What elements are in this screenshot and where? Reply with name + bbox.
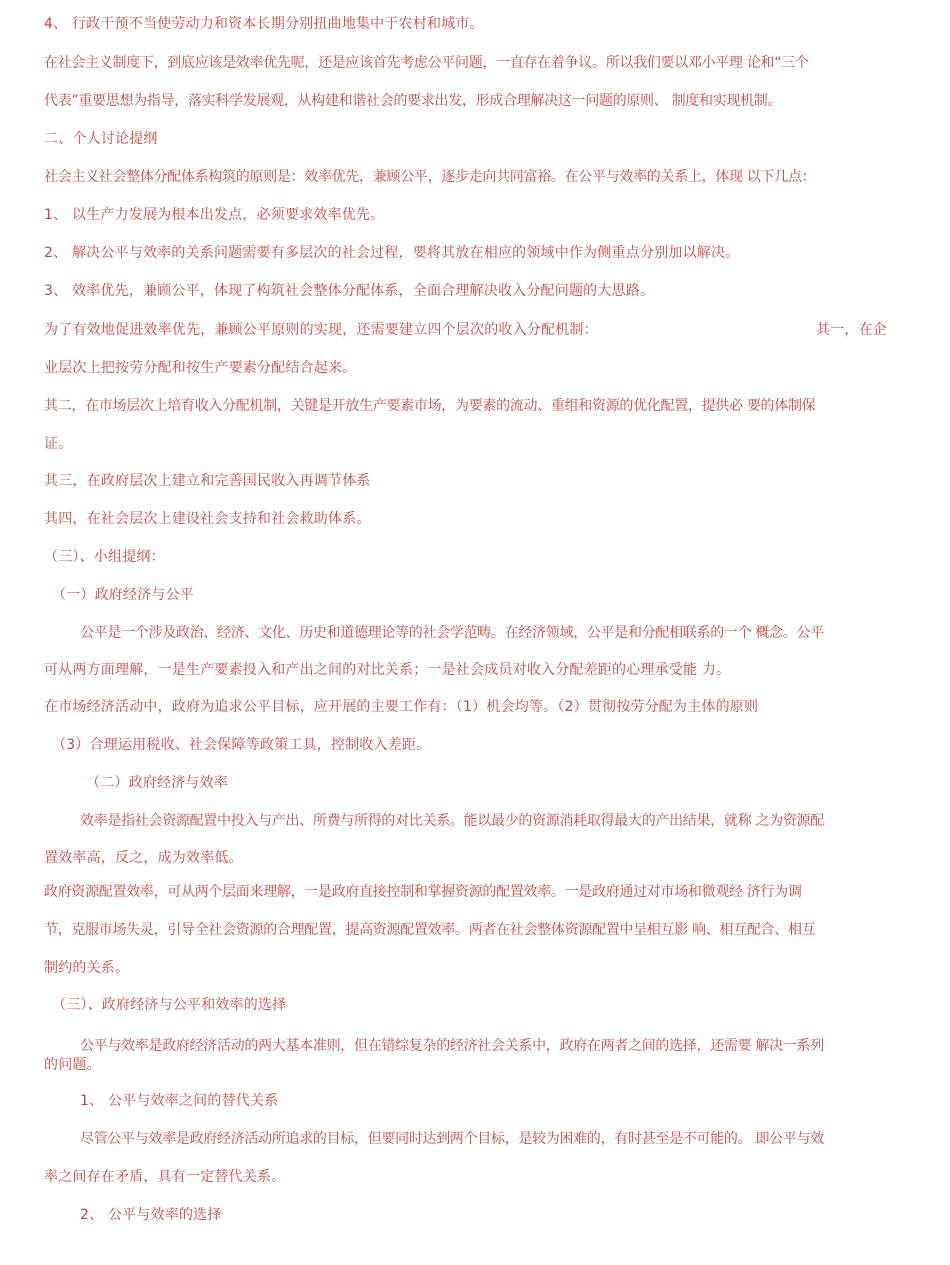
section-heading: （二）政府经济与效率 [86, 775, 228, 791]
section-heading: （三）、政府经济与公平和效率的选择 [52, 997, 287, 1013]
text-line: 率之间存在矛盾，具有一定替代关系。 [44, 1169, 286, 1185]
list-item: 2、 解决公平与效率的关系问题需要有多层次的社会过程，要将其放在相应的领域中作为侧重点分别加以解决。 [44, 245, 740, 261]
text-line: 在社会主义制度下，到底应该是效率优先呢，还是应该首先考虑公平问题，一直存在着争议。所以我们要以邓小平理 论和“三个 [44, 55, 809, 71]
text-line: 公平与效率是政府经济活动的两大基本准则，但在错综复杂的经济社会关系中，政府在两者之间的选择，还需要 解决一系列 [80, 1038, 824, 1054]
text-line: 节，克服市场失灵，引导全社会资源的合理配置，提高资源配置效率。两者在社会整体资源配置中呈相互影 响、相互配合、相互 [44, 922, 816, 938]
text-line: 业层次上把按劳分配和按生产要素分配结合起来。 [44, 360, 357, 376]
list-item: 1、 以生产力发展为根本出发点，必须要求效率优先。 [44, 207, 385, 223]
text-line: 其三，在政府层次上建立和完善国民收入再调节体系 [44, 473, 371, 489]
text-line: 其二，在市场层次上培育收入分配机制，关键是开放生产要素市场，为要素的流动、重组和资源的优化配置，提供必 要的体制保 [44, 398, 816, 414]
section-heading: （三）、小组提纲： [44, 549, 165, 565]
text-line: 证。 [44, 436, 73, 452]
text-line: 政府资源配置效率，可从两个层面来理解，一是政府直接控制和掌握资源的配置效率。一是政府通过对市场和微观经 济行为调 [44, 884, 802, 900]
text-line: 为了有效地促进效率优先，兼顾公平原则的实现，还需要建立四个层次的收入分配机制： [44, 322, 598, 338]
text-line: 在市场经济活动中，政府为追求公平目标，应开展的主要工作有：（1）机会均等。（2）贯彻按劳分配为主体的原则 [44, 699, 759, 715]
section-heading: （一）政府经济与公平 [52, 587, 194, 603]
section-heading: 二、个人讨论提纲 [44, 131, 158, 147]
text-line: 的问题。 [44, 1057, 101, 1073]
text-line: 4、 行政干预不当使劳动力和资本长期分别扭曲地集中于农村和城市。 [44, 16, 484, 32]
text-line: 代表”重要思想为指导，落实科学发展观，从构建和谐社会的要求出发，形成合理解决这一问题的原则、 制度和实现机制。 [44, 93, 782, 109]
text-line: 社会主义社会整体分配体系构筑的原则是：效率优先，兼顾公平，逐步走向共同富裕。在公平与效率的关系上，体现 以下几点： [44, 169, 816, 185]
text-line: 可从两方面理解，一是生产要素投入和产出之间的对比关系；一是社会成员对收入分配差距的心理承受能 力。 [44, 662, 731, 678]
text-line: 置效率高，反之，成为效率低。 [44, 850, 243, 866]
section-heading: 1、 公平与效率之间的替代关系 [80, 1093, 279, 1109]
text-line: 效率是指社会资源配置中投入与产出、所费与所得的对比关系。能以最少的资源消耗取得最大的产出结果，就称 之为资源配 [80, 813, 824, 829]
text-line: 制约的关系。 [44, 960, 130, 976]
text-line: 尽管公平与效率是政府经济活动所追求的目标，但要同时达到两个目标，是较为困难的，有时甚至是不可能的。 即公平与效 [80, 1131, 824, 1147]
text-line: （3）合理运用税收、社会保障等政策工具，控制收入差距。 [52, 737, 431, 753]
text-line: 公平是一个涉及政治、经济、文化、历史和道德理论等的社会学范畴。在经济领域，公平是和分配相联系的一个 概念。公平 [80, 625, 824, 641]
text-line: 其四，在社会层次上建设社会支持和社会救助体系。 [44, 511, 371, 527]
text-line: 其一，在企 [816, 322, 887, 338]
section-heading: 2、 公平与效率的选择 [80, 1207, 222, 1223]
list-item: 3、 效率优先，兼顾公平，体现了构筑社会整体分配体系，全面合理解决收入分配问题的大思路。 [44, 283, 655, 299]
